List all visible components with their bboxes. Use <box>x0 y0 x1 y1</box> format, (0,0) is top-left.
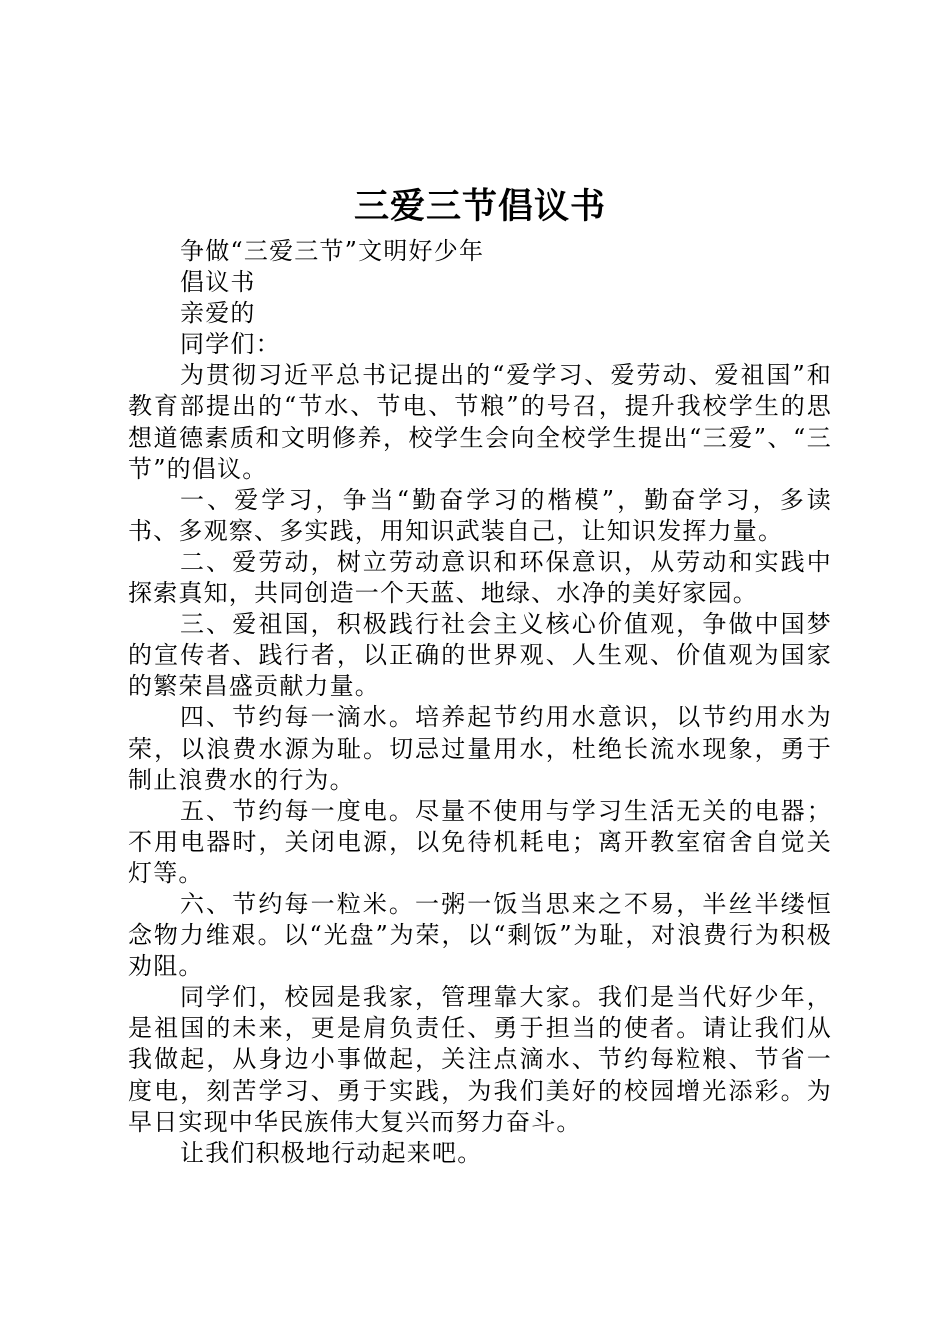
paragraph-greeting: 亲爱的 <box>180 299 256 328</box>
paragraph-closing: 同学们，校园是我家，管理靠大家。我们是当代好少年，是祖国的未来，更是肩负责任、勇于担当的使者。请让我们从我做起，从身边小事做起，关注点滴水、节约每粒粮、节省一度电，刻苦学习、勇于实践，为我们美好的校园增光添彩。为早日实现中华民族伟大复兴而努力奋斗。 <box>128 983 832 1136</box>
paragraph-call-to-action: 让我们积极地行动起来吧。 <box>180 1138 483 1167</box>
paragraph-subtitle: 争做“三爱三节”文明好少年 <box>180 237 485 265</box>
paragraph-item-6: 六、节约每一粒米。一粥一饭当思来之不易，半丝半缕恒念物力维艰。以“光盘”为荣，以“剩饭”为耻，对浪费行为积极劝阻。 <box>128 889 832 981</box>
document-body <box>128 236 832 1169</box>
paragraph-item-2: 二、爱劳动，树立劳动意识和环保意识，从劳动和实践中探索真知，共同创造一个天蓝、地绿、水净的美好家园。 <box>128 547 832 608</box>
paragraph-item-3: 三、爱祖国，积极践行社会主义核心价值观，争做中国梦的宣传者、践行者，以正确的世界观、人生观、价值观为国家的繁荣昌盛贡献力量。 <box>128 610 832 701</box>
paragraph-item-5: 五、节约每一度电。尽量不使用与学习生活无关的电器；不用电器时，关闭电源，以免待机耗电；离开教室宿舍自觉关灯等。 <box>128 796 832 887</box>
paragraph-item-4: 四、节约每一滴水。培养起节约用水意识，以节约用水为荣，以浪费水源为耻。切忌过量用水，杜绝长流水现象，勇于制止浪费水的行为。 <box>128 703 832 794</box>
paragraph-intro: 为贯彻习近平总书记提出的“爱学习、爱劳动、爱祖国”和教育部提出的“节水、节电、节粮”的号召，提升我校学生的思想道德素质和文明修养，校学生会向全校学生提出“三爱”、“三节”的倡议。 <box>128 361 832 483</box>
paragraph-item-1: 一、爱学习，争当“勤奋学习的楷模”，勤奋学习，多读书、多观察、多实践，用知识武装自己，让知识发挥力量。 <box>128 485 832 545</box>
paragraph-heading: 倡议书 <box>180 268 256 297</box>
paragraph-salutation: 同学们： <box>180 330 281 359</box>
document-title: 三爱三节倡议书 <box>353 186 606 227</box>
document-page <box>128 182 832 1169</box>
